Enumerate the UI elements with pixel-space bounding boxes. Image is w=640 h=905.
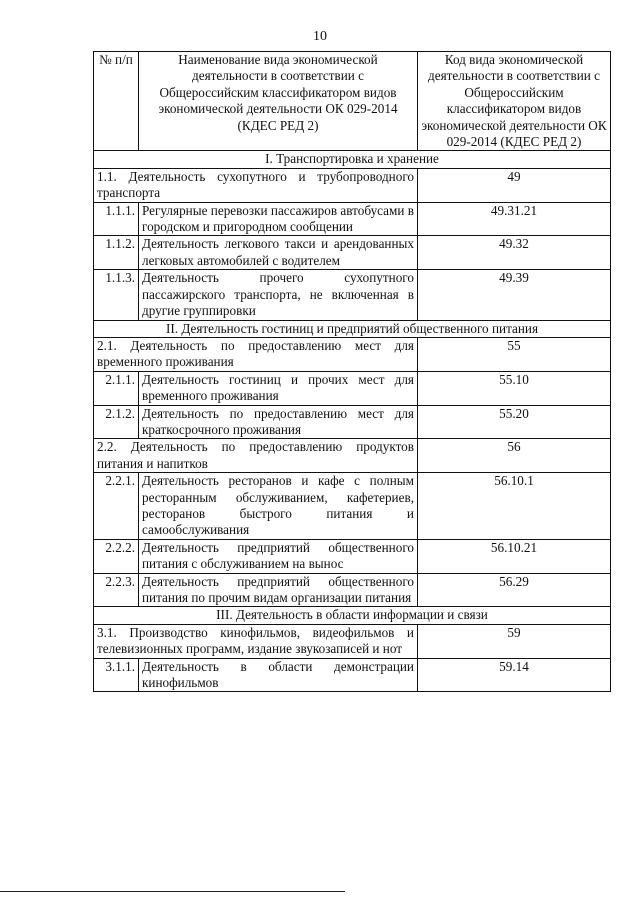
- activity-code: 49.39: [418, 270, 611, 320]
- activity-name: Деятельность гостиниц и прочих мест для временного проживания: [139, 371, 418, 405]
- header-activity-code: Код вида экономической деятельности в соответствии с Общероссийским классификатором видов экономической деятельности ОК 029-2014 (КДЕС РЕД 2): [418, 52, 611, 151]
- activity-table: [93, 51, 611, 692]
- table-row: [94, 202, 611, 236]
- group-code: 55: [418, 337, 611, 371]
- table-header-row: [94, 52, 611, 151]
- table-row: [94, 658, 611, 692]
- page-number: 10: [313, 29, 327, 44]
- group-title: 1.1. Деятельность сухопутного и трубопроводного транспорта: [94, 168, 418, 202]
- section-row: [94, 320, 611, 337]
- row-number: 2.1.2.: [94, 405, 139, 439]
- activity-code: 56.10.21: [418, 539, 611, 573]
- group-title: 2.2. Деятельность по предоставлению продуктов питания и напитков: [94, 439, 418, 473]
- group-code: 56: [418, 439, 611, 473]
- row-number: 3.1.1.: [94, 658, 139, 692]
- header-number: № п/п: [94, 52, 139, 151]
- activity-name: Деятельность по предоставлению мест для краткосрочного проживания: [139, 405, 418, 439]
- row-number: 1.1.1.: [94, 202, 139, 236]
- row-number: 2.2.1.: [94, 473, 139, 540]
- activity-code: 55.20: [418, 405, 611, 439]
- activity-name: Деятельность прочего сухопутного пассажирского транспорта, не включенная в другие группировки: [139, 270, 418, 320]
- group-row: [94, 168, 611, 202]
- activity-name: Деятельность легкового такси и арендованных легковых автомобилей с водителем: [139, 236, 418, 270]
- table-row: [94, 473, 611, 540]
- section-title: I. Транспортировка и хранение: [94, 151, 611, 168]
- table-row: [94, 236, 611, 270]
- group-row: [94, 439, 611, 473]
- table-row: [94, 371, 611, 405]
- activity-code: 59.14: [418, 658, 611, 692]
- row-number: 2.2.3.: [94, 573, 139, 607]
- row-number: 2.1.1.: [94, 371, 139, 405]
- table-row: [94, 405, 611, 439]
- activity-code: 49.31.21: [418, 202, 611, 236]
- section-title: III. Деятельность в области информации и связи: [94, 607, 611, 624]
- row-number: 1.1.3.: [94, 270, 139, 320]
- activity-name: Деятельность предприятий общественного питания с обслуживанием на вынос: [139, 539, 418, 573]
- footer-divider: [0, 891, 345, 892]
- table-body: [94, 151, 611, 692]
- table-row: [94, 573, 611, 607]
- row-number: 1.1.2.: [94, 236, 139, 270]
- activity-name: Деятельность в области демонстрации кинофильмов: [139, 658, 418, 692]
- header-activity-name: Наименование вида экономической деятельности в соответствии с Общероссийским классификатором видов экономической деятельности ОК 029-2014 (КДЕС РЕД 2): [139, 52, 418, 151]
- activity-name: Деятельность предприятий общественного питания по прочим видам организации питания: [139, 573, 418, 607]
- section-row: [94, 151, 611, 168]
- activity-code: 55.10: [418, 371, 611, 405]
- row-number: 2.2.2.: [94, 539, 139, 573]
- group-code: 49: [418, 168, 611, 202]
- table-row: [94, 539, 611, 573]
- section-row: [94, 607, 611, 624]
- activity-code: 56.10.1: [418, 473, 611, 540]
- group-title: 3.1. Производство кинофильмов, видеофильмов и телевизионных программ, издание звукозаписей и нот: [94, 624, 418, 658]
- activity-code: 56.29: [418, 573, 611, 607]
- activity-name: Деятельность ресторанов и кафе с полным ресторанным обслуживанием, кафетериев, ресторанов быстрого питания и самообслуживания: [139, 473, 418, 540]
- section-title: II. Деятельность гостиниц и предприятий общественного питания: [94, 320, 611, 337]
- table-row: [94, 270, 611, 320]
- activity-name: Регулярные перевозки пассажиров автобусами в городском и пригородном сообщении: [139, 202, 418, 236]
- group-code: 59: [418, 624, 611, 658]
- group-title: 2.1. Деятельность по предоставлению мест для временного проживания: [94, 337, 418, 371]
- group-row: [94, 337, 611, 371]
- activity-code: 49.32: [418, 236, 611, 270]
- group-row: [94, 624, 611, 658]
